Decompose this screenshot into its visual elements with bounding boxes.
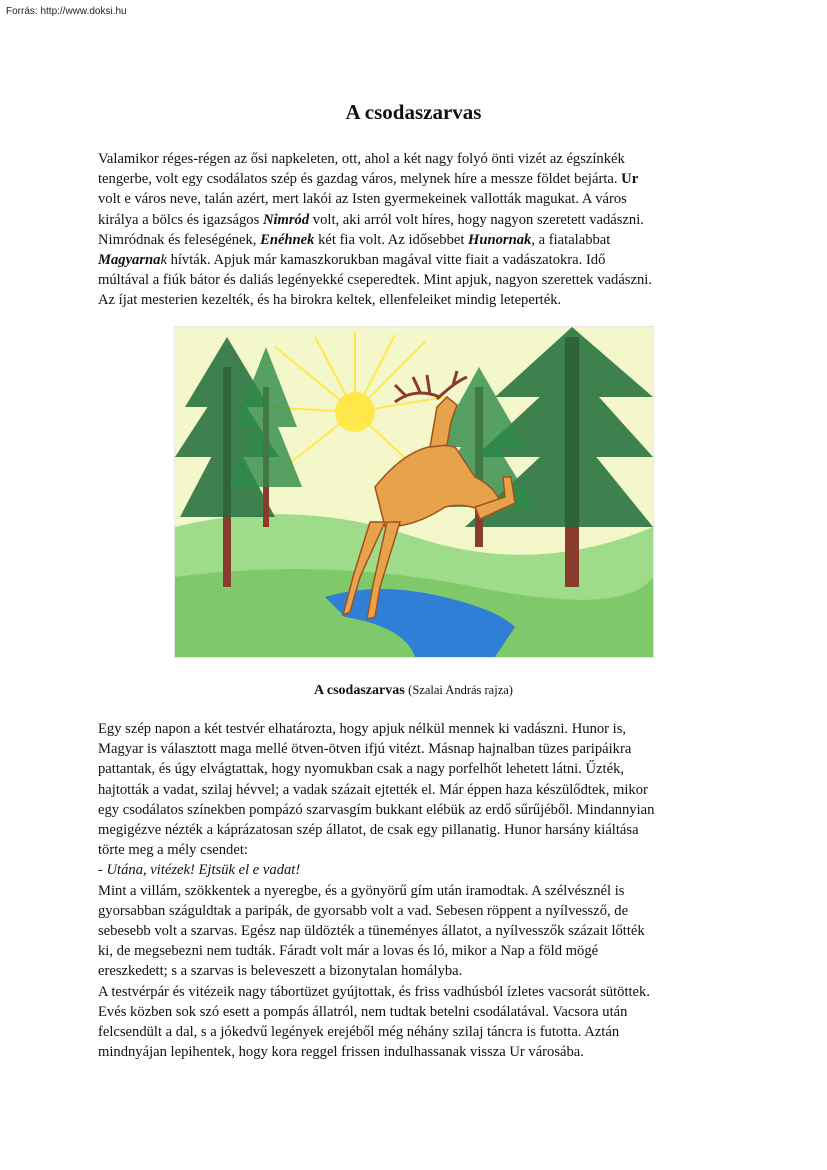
text-line: Valamikor réges-régen az ősi napkeleten, ott, ahol a két nagy folyó önti vizét az égszínkék bbox=[98, 151, 625, 167]
figure-caption bbox=[0, 683, 827, 699]
name-hunor: Hunornak bbox=[468, 231, 532, 248]
text-line: Nimródnak és feleségének, Enéhnek két fia volt. Az idősebbet Hunornak, a fiatalabbat bbox=[98, 231, 611, 248]
text-line: törte meg a mély csendet: bbox=[98, 842, 248, 859]
text-line: hajtották a vadat, szilaj hévvel; a vadak százait ejtették el. Már éppen haza készülődtek, mikor bbox=[98, 781, 648, 798]
text-line: Evés közben sok szó esett a pompás állatról, nem tudtak betelni csodálatával. Vacsora után bbox=[98, 1003, 628, 1020]
city-name-ur: Ur bbox=[621, 171, 639, 188]
text-line: sebesebb volt a szarvas. Egész nap üldözték a tüneményes állatot, a nyílvesszők százait lőtték bbox=[98, 923, 645, 940]
text-line: Magyarnak hívták. Apjuk már kamaszkorukban magával vitte fiait a vadászatokra. Idő bbox=[98, 252, 606, 269]
caption-title: A csodaszarvas bbox=[314, 683, 405, 698]
text-line: Az íjat mesterien kezelték, és ha birokra keltek, ellenfeleiket mindig leteperték. bbox=[98, 292, 562, 309]
text-line: Egy szép napon a két testvér elhatározta, hogy apjuk nélkül mennek ki vadászni. Hunor is, bbox=[98, 721, 627, 737]
name-eneh: Enéhnek bbox=[260, 231, 315, 248]
stag-drawing bbox=[175, 327, 653, 657]
name-magyar: Magyarna bbox=[98, 252, 161, 269]
caption-credit: (Szalai András rajza) bbox=[408, 683, 513, 697]
intro-paragraph bbox=[98, 149, 738, 311]
text-line: felcsendült a dal, s a jókedvű legények erejéből még néhány szilaj táncra is futotta. Aztán bbox=[98, 1024, 620, 1041]
text-line: Mint a villám, szökkentek a nyeregbe, és a gyönyörű gím után iramodtak. A szélvésznél is bbox=[98, 882, 625, 899]
name-nimrod: Nimród bbox=[262, 211, 310, 228]
story-paragraph bbox=[98, 719, 738, 1062]
text-line: Magyar is választott maga mellé ötven-ötven ifjú vitézt. Másnap hajnalban tüzes paripáikra bbox=[98, 741, 632, 758]
text-line: ereszkedett; s a szarvas is beleveszett a bizonytalan homályba. bbox=[98, 963, 463, 980]
sun-icon bbox=[335, 392, 375, 432]
source-url: Forrás: http://www.doksi.hu bbox=[6, 6, 127, 17]
stag-illustration bbox=[174, 326, 654, 658]
text-line: tengerbe, volt egy csodálatos szép és gazdag város, melynek híre a messze földet bejárta. Ur bbox=[98, 171, 639, 188]
text-line: királya a bölcs és igazságos Nimród volt, aki arról volt híres, hogy nagyon szeretett vadászni. bbox=[98, 211, 644, 228]
text-line: pattantak, és úgy elvágtattak, hogy nyomukban csak a nagy porfelhőt lehetett látni. Űzték, bbox=[98, 761, 625, 778]
text-line: ki, de megsebezni nem tudták. Fáradt volt már a lovas és ló, mikor a Nap a föld mögé bbox=[98, 943, 599, 960]
hunor-shout: - Utána, vitézek! Ejtsük el e vadat! bbox=[98, 862, 301, 879]
text-line: gyorsabban száguldtak a paripák, de gyorsabb volt a vad. Sebesen röppent a nyílvessző, de bbox=[98, 902, 629, 919]
text-line: mindnyájan lepihentek, hogy kora reggel frissen indulhassanak vissza Ur városába. bbox=[98, 1044, 584, 1061]
text-line: múltával a fiúk bátor és daliás legényekké cseperedtek. Mint apjuk, nagyon szerettek vadászni. bbox=[98, 272, 652, 289]
page-title: A csodaszarvas bbox=[345, 100, 482, 124]
text-line: A testvérpár és vitézeik nagy tábortüzet gyújtottak, és friss vadhúsból ízletes vacsorát sütöttek. bbox=[98, 983, 650, 1000]
text-line: megigézve nézték a káprázatosan szép állatot, de csak egy pillanatig. Hunor harsány kiáltása bbox=[98, 822, 639, 839]
text-line: egy csodálatos színekben pompázó szarvasgím bukkant elébük az erdő sűrűjéből. Mindannyian bbox=[98, 801, 655, 818]
text-line: volt e város neve, talán azért, mert lakói az Isten gyermekeinek vallották magukat. A város bbox=[98, 191, 627, 208]
